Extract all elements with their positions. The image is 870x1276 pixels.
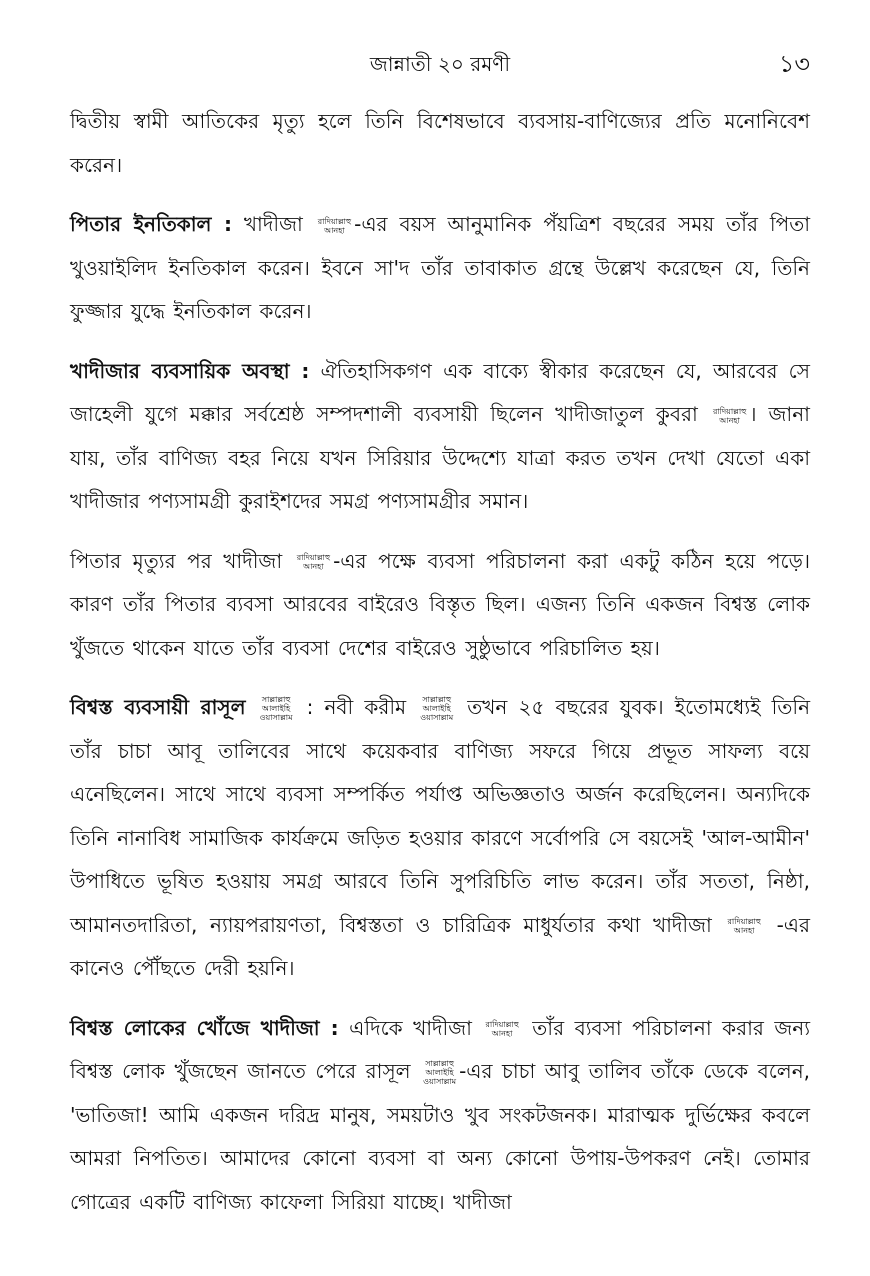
section-heading: খাদীজার ব্যবসায়িক অবস্থা : [70,358,310,383]
paragraph-4 [70,540,810,671]
honorific-radiyallahu-anha: রাদিয়াল্লাহু আনহা [727,917,761,935]
honorific-sallallahu-alaihi-wasallam: সাল্লাল্লাহু আলাইহি ওয়াসাল্লাম [420,695,454,722]
paragraph-1 [70,100,810,187]
honorific-radiyallahu-anha: রাদিয়াল্লাহু আনহা [296,553,331,571]
paragraph-text: -এর বয়স আনুমানিক পঁয়ত্রিশ বছরের সময় তাঁর পিতা খুওয়াইলিদ ইনতিকাল করেন। ইবনে সা'দ তাঁর তাবাকাত গ্রন্থে উল্লেখ করেছেন যে, তিনি ফুজ্জার যুদ্ধে ইনতিকাল করেন। [70,212,811,323]
honorific-sallallahu-alaihi-wasallam: সাল্লাল্লাহু আলাইহি ওয়াসাল্লাম [259,695,293,722]
paragraph-3 [70,350,810,524]
paragraph-text: দ্বিতীয় স্বামী আতিকের মৃত্যু হলে তিনি বিশেষভাবে ব্যবসায়-বাণিজ্যের প্রতি মনোনিবেশ করেন। [70,109,810,177]
paragraph-text: -এর কানেও পৌঁছতে দেরী হয়নি। [70,912,811,980]
paragraph-text: -এর পক্ষে ব্যবসা পরিচালনা করা একটু কঠিন হয়ে পড়ে। কারণ তাঁর পিতার ব্যবসা আরবের বাইরেও বিস্তৃত ছিল। এজন্য তিনি একজন বিশ্বস্ত লোক খুঁজতে থাকেন যাতে তাঁর ব্যবসা দেশের বাইরেও সুষ্ঠুভাবে পরিচালিত হয়। [70,548,811,660]
running-title: জান্নাতী ২০ রমণী [369,52,511,76]
page-header [70,44,810,84]
paragraph-text: তখন ২৫ বছরের যুবক। ইতোমধ্যেই তিনি তাঁর চাচা আবূ তালিবের সাথে কয়েকবার বাণিজ্য সফরে গিয়ে প্রভূত সাফল্য বয়ে এনেছিলেন। সাথে সাথে ব্যবসা সম্পর্কিত পর্যাপ্ত অভিজ্ঞতাও অর্জন করেছিলেন। অন্যদিকে তিনি নানাবিধ সামাজিক কার্যক্রমে জড়িত হওয়ার কারণে সর্বোপরি সে বয়সেই 'আল-আমীন' উপাধিতে ভূষিত হওয়ায় সমগ্র আরবে তিনি সুপরিচিতি লাভ করেন। তাঁর সততা, নিষ্ঠা, আমানতদারিতা, ন্যায়পরায়ণতা, বিশ্বস্ততা ও চারিত্রিক মাধুর্যতার কথা খাদীজা [70,695,811,937]
paragraph-text: এদিকে খাদীজা [349,1015,472,1040]
paragraph-text: : নবী করীম [306,695,407,719]
paragraph-6 [70,1007,810,1225]
paragraph-text: পিতার মৃত্যুর পর খাদীজা [70,548,283,573]
section-heading: বিশ্বস্ত ব্যবসায়ী রাসূল [70,695,246,719]
honorific-sallallahu-alaihi-wasallam: সাল্লাল্লাহু আলাইহি ওয়াসাল্লাম [423,1059,457,1086]
paragraph-5 [70,686,810,991]
honorific-radiyallahu-anha: রাদিয়াল্লাহু আনহা [485,1020,519,1038]
paragraph-text: ঐতিহাসিকগণ এক বাক্যে স্বীকার করেছেন যে, আরবের সে জাহেলী যুগে মক্কার সর্বশ্রেষ্ঠ সম্পদশালী ব্যবসায়ী ছিলেন খাদীজাতুল কুবরা [70,358,811,426]
honorific-radiyallahu-anha: রাদিয়াল্লাহু আনহা [712,406,747,425]
paragraph-text: খাদীজা [243,212,303,236]
section-heading: বিশ্বস্ত লোকের খোঁজে খাদীজা : [70,1015,339,1040]
paragraph-text: । জানা যায়, তাঁর বাণিজ্য বহর নিয়ে যখন সিরিয়ার উদ্দেশ্যে যাত্রা করত তখন দেখা যেতো একা খাদীজার পণ্যসামগ্রী কুরাইশদের সমগ্র পণ্যসামগ্রীর সমান। [70,402,810,513]
paragraph-text: -এর চাচা আবু তালিব তাঁকে ডেকে বলেন, 'ভাতিজা! আমি একজন দরিদ্র মানুষ, সময়টাও খুব সংকটজনক। মারাত্মক দুর্ভিক্ষের কবলে আমরা নিপতিত। আমাদের কোনো ব্যবসা বা অন্য কোনো উপায়-উপকরণ নেই। তোমার গোত্রের একটি বাণিজ্য কাফেলা সিরিয়া যাচ্ছে। খাদীজা [70,1059,810,1214]
page-number: ১৩ [778,50,810,78]
page-body [70,100,810,1240]
section-heading: পিতার ইনতিকাল : [70,212,232,236]
paragraph-text: তাঁর ব্যবসা পরিচালনা করার জন্য বিশ্বস্ত লোক খুঁজছেন জানতে পেরে রাসূল [70,1015,811,1083]
paragraph-2 [70,203,810,334]
honorific-radiyallahu-anha: রাদিয়াল্লাহু আনহা [317,216,352,235]
